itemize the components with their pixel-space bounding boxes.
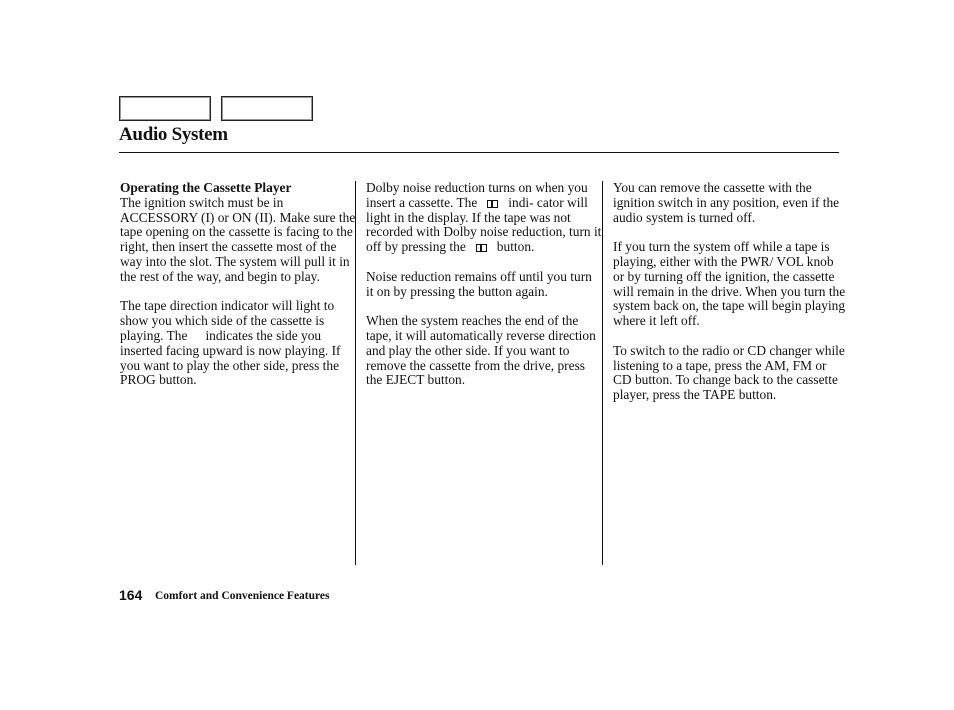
page-number: 164 [119,587,143,603]
paragraph-text: Dolby noise reduction turns on when you insert a cassette. The [366,180,588,210]
paragraph-auto-reverse: When the system reaches the end of the tape, it will automatically reverse direction and play the other side. If you want to remove the cassette from the drive, press the EJECT button. [366,313,596,388]
paragraph-text: button. [496,239,535,255]
nav-tab-box-1[interactable] [119,96,211,121]
paragraph-tape-direction [120,299,356,388]
dolby-icon [487,200,498,208]
paragraph-insert-cassette: The ignition switch must be in ACCESSORY (I) or ON (II). Make sure the tape opening on the cassette is facing to the right, then insert the cassette most of the way into the slot. The system will pull it in the rest of the way, and begin to play. [120,194,356,284]
column-1 [120,181,356,388]
paragraph-remove-cassette: You can remove the cassette with the ignition switch in any position, even if the audio system is turned off. [613,180,840,225]
footer-section-title: Comfort and Convenience Features [155,590,330,602]
column-divider-2 [602,181,603,565]
paragraph-switch-source: To switch to the radio or CD changer while listening to a tape, press the AM, FM or CD button. To change back to the cassette player, press the TAPE button. [613,342,845,403]
column-2 [366,181,602,388]
paragraph-dolby [366,181,602,255]
section-heading: Operating the Cassette Player [120,180,292,195]
column-divider-1 [355,181,356,565]
nav-tab-box-2[interactable] [221,96,313,121]
paragraph-system-off: If you turn the system off while a tape is playing, either with the PWR/ VOL knob or by turning off the ignition, the cassette will remain in the drive. When you turn the system back on, the tape will begin playing where it left off. [613,239,846,329]
paragraph-text: indi- cator will light in the display. If the tape was not recorded with Dolby noise reduction, turn it off by pressing the [366,194,602,255]
page-title: Audio System [119,124,228,145]
paragraph-text: The tape direction indicator will light to show you which side of the cassette is playing. The [120,298,335,343]
title-divider [119,152,839,153]
paragraph-text: indicates the side you inserted facing upward is now playing. If you want to play the other side, press the PROG button. [120,327,341,388]
dolby-icon [476,244,487,252]
paragraph-noise-reduction: Noise reduction remains off until you turn it on by pressing the button again. [366,268,592,299]
column-3 [613,181,847,403]
